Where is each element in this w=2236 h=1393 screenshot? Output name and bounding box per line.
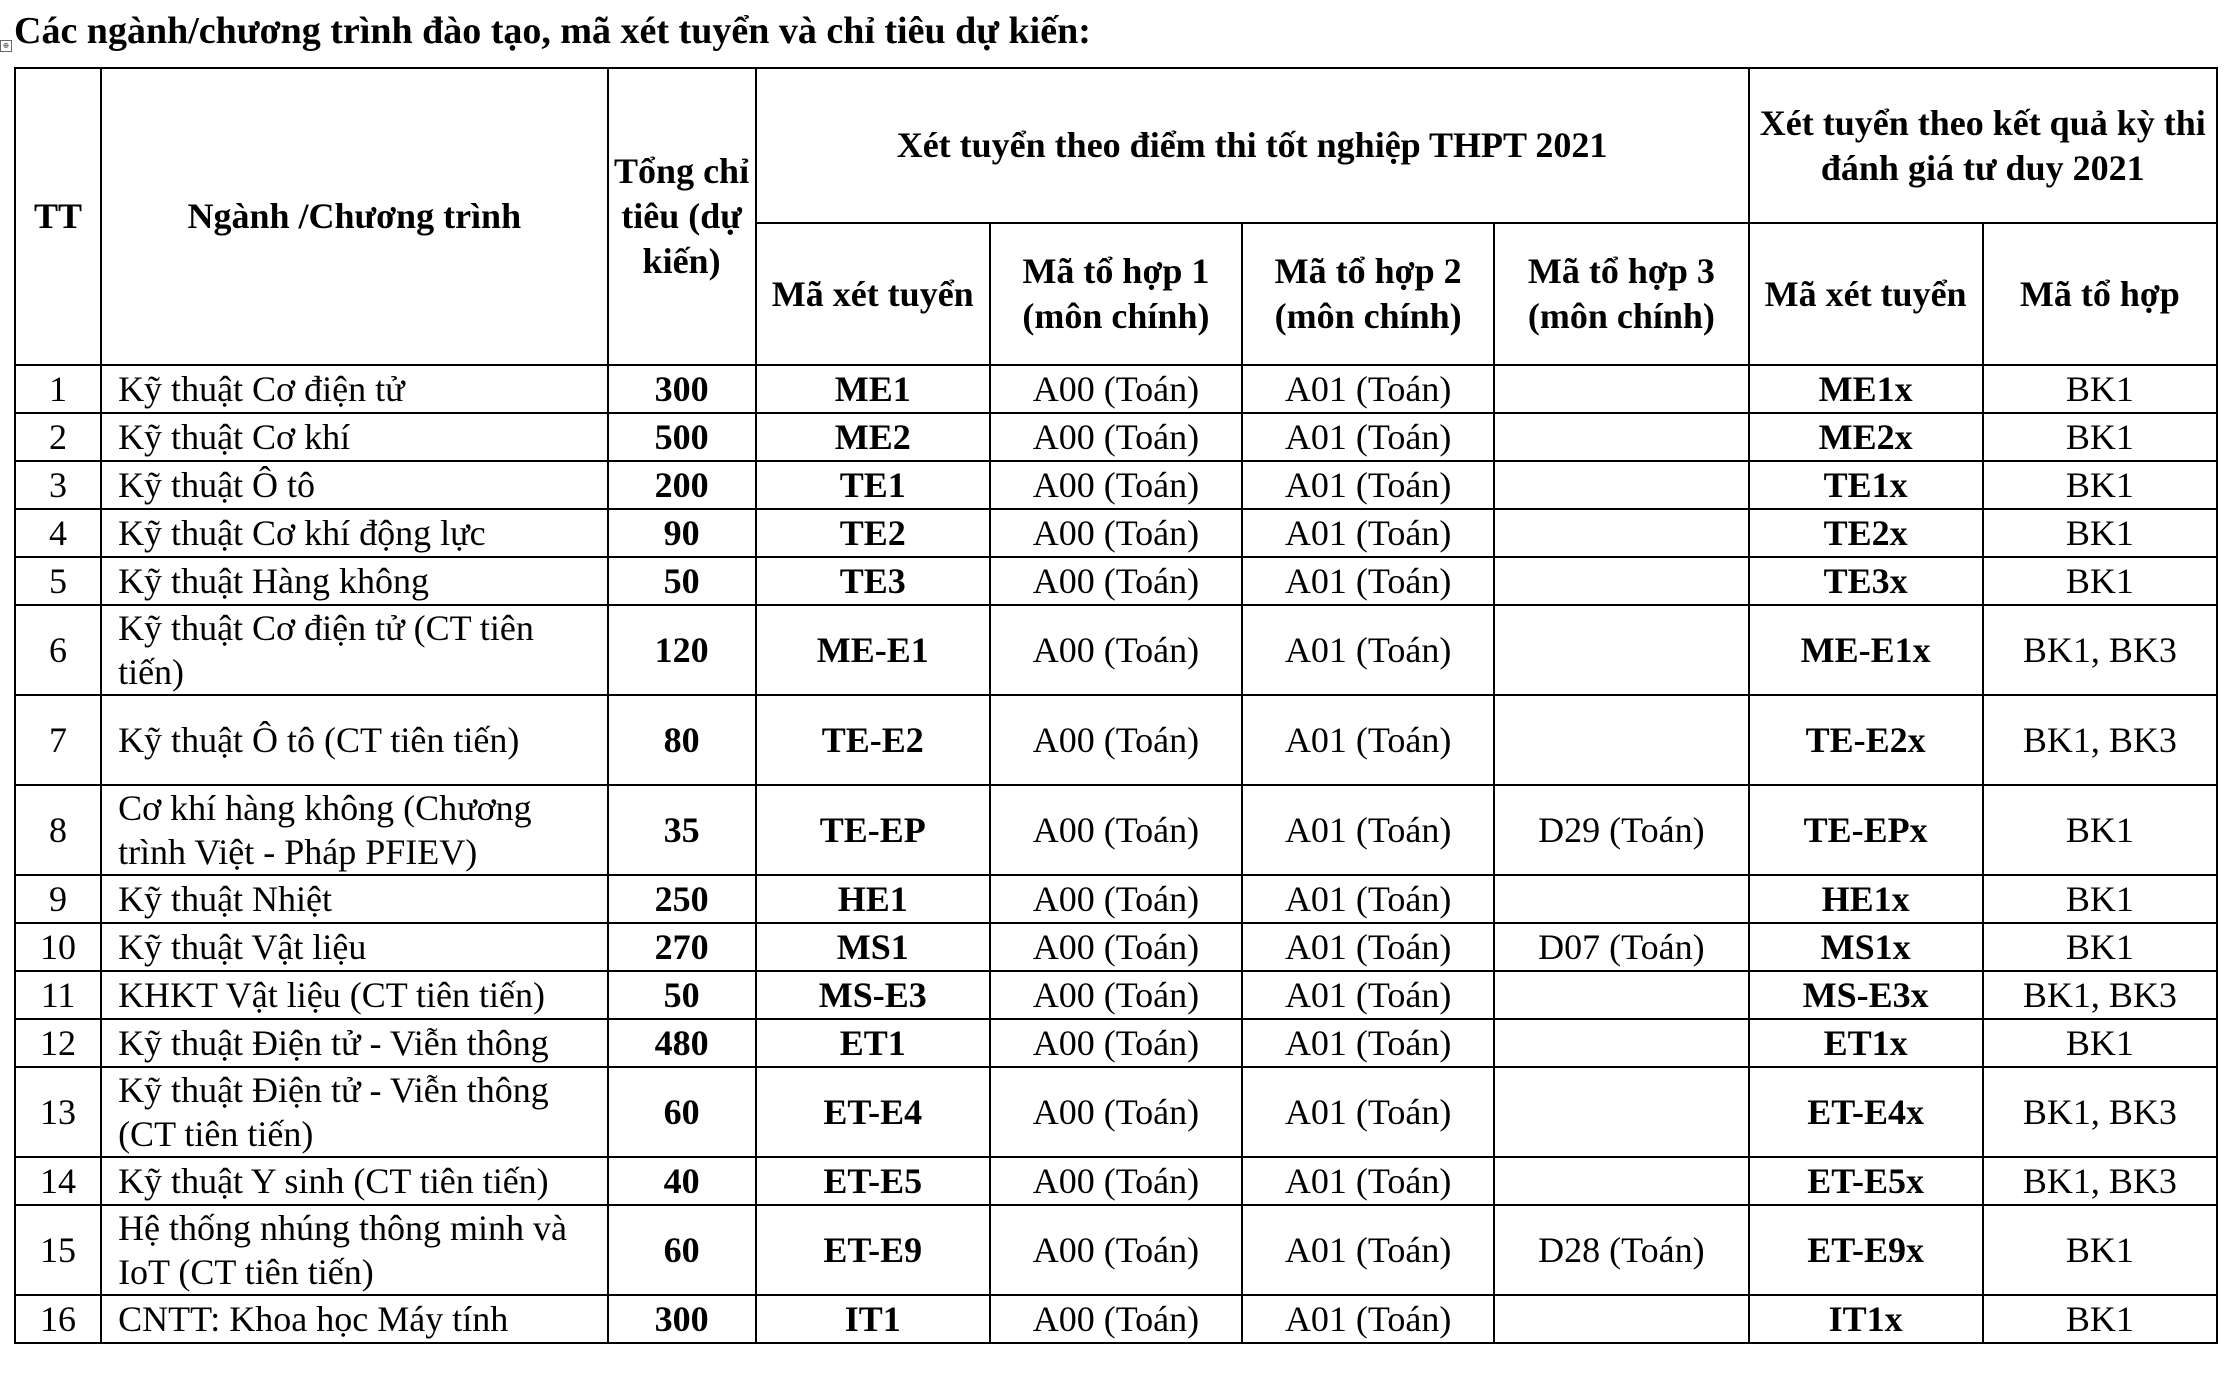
cell-tt: 4 xyxy=(15,509,101,557)
cell-combo-1: A00 (Toán) xyxy=(990,695,1242,785)
cell-combo-2: A01 (Toán) xyxy=(1242,785,1494,875)
cell-program: Kỹ thuật Cơ điện tử (CT tiên tiến) xyxy=(101,605,607,695)
cell-admission-code: ME2 xyxy=(756,413,990,461)
cell-program: Kỹ thuật Điện tử - Viễn thông xyxy=(101,1019,607,1067)
cell-combo-tuduy: BK1, BK3 xyxy=(1983,1157,2217,1205)
table-row xyxy=(15,695,2217,785)
cell-program: Cơ khí hàng không (Chương trình Việt - Pháp PFIEV) xyxy=(101,785,607,875)
cell-combo-3: D07 (Toán) xyxy=(1494,923,1748,971)
header-group-tuduy: Xét tuyển theo kết quả kỳ thi đánh giá tư duy 2021 xyxy=(1749,68,2218,223)
admissions-table xyxy=(14,67,2218,1344)
cell-admission-code: ET-E9 xyxy=(756,1205,990,1295)
cell-tt: 3 xyxy=(15,461,101,509)
cell-combo-3: D29 (Toán) xyxy=(1494,785,1748,875)
cell-total-quota: 250 xyxy=(608,875,756,923)
cell-combo-2: A01 (Toán) xyxy=(1242,509,1494,557)
cell-admission-code: TE-EP xyxy=(756,785,990,875)
header-group-thpt: Xét tuyển theo điểm thi tốt nghiệp THPT 2021 xyxy=(756,68,1749,223)
table-row xyxy=(15,1019,2217,1067)
cell-combo-tuduy: BK1 xyxy=(1983,1205,2217,1295)
cell-combo-1: A00 (Toán) xyxy=(990,461,1242,509)
cell-tt: 6 xyxy=(15,605,101,695)
cell-admission-code: IT1 xyxy=(756,1295,990,1343)
cell-combo-1: A00 (Toán) xyxy=(990,1157,1242,1205)
cell-tt: 10 xyxy=(15,923,101,971)
cell-total-quota: 40 xyxy=(608,1157,756,1205)
cell-total-quota: 50 xyxy=(608,557,756,605)
table-body xyxy=(15,365,2217,1343)
header-combo-1: Mã tổ hợp 1 (môn chính) xyxy=(990,223,1242,365)
cell-combo-1: A00 (Toán) xyxy=(990,1019,1242,1067)
cell-combo-2: A01 (Toán) xyxy=(1242,971,1494,1019)
cell-tt: 13 xyxy=(15,1067,101,1157)
cell-program: Kỹ thuật Vật liệu xyxy=(101,923,607,971)
cell-combo-3 xyxy=(1494,557,1748,605)
table-row xyxy=(15,1067,2217,1157)
header-tt: TT xyxy=(15,68,101,365)
cell-total-quota: 200 xyxy=(608,461,756,509)
cell-tt: 8 xyxy=(15,785,101,875)
cell-total-quota: 35 xyxy=(608,785,756,875)
table-row xyxy=(15,785,2217,875)
cell-tt: 7 xyxy=(15,695,101,785)
cell-admission-code-tuduy: ME1x xyxy=(1749,365,1983,413)
table-row xyxy=(15,509,2217,557)
cell-combo-3 xyxy=(1494,605,1748,695)
cell-tt: 1 xyxy=(15,365,101,413)
cell-admission-code-tuduy: ME2x xyxy=(1749,413,1983,461)
cell-combo-tuduy: BK1, BK3 xyxy=(1983,605,2217,695)
cell-combo-tuduy: BK1, BK3 xyxy=(1983,695,2217,785)
header-admission-code-tuduy: Mã xét tuyển xyxy=(1749,223,1983,365)
cell-program: CNTT: Khoa học Máy tính xyxy=(101,1295,607,1343)
cell-admission-code: ET-E4 xyxy=(756,1067,990,1157)
cell-combo-2: A01 (Toán) xyxy=(1242,413,1494,461)
cell-tt: 9 xyxy=(15,875,101,923)
header-admission-code: Mã xét tuyển xyxy=(756,223,990,365)
cell-admission-code-tuduy: MS-E3x xyxy=(1749,971,1983,1019)
cell-total-quota: 80 xyxy=(608,695,756,785)
table-row xyxy=(15,971,2217,1019)
header-program: Ngành /Chương trình xyxy=(101,68,607,365)
cell-combo-2: A01 (Toán) xyxy=(1242,1295,1494,1343)
table-row xyxy=(15,365,2217,413)
cell-combo-2: A01 (Toán) xyxy=(1242,875,1494,923)
cell-admission-code-tuduy: HE1x xyxy=(1749,875,1983,923)
cell-program: Kỹ thuật Y sinh (CT tiên tiến) xyxy=(101,1157,607,1205)
cell-program: Hệ thống nhúng thông minh và IoT (CT tiên tiến) xyxy=(101,1205,607,1295)
table-row xyxy=(15,923,2217,971)
table-row xyxy=(15,461,2217,509)
cell-combo-1: A00 (Toán) xyxy=(990,557,1242,605)
cell-program: Kỹ thuật Nhiệt xyxy=(101,875,607,923)
cell-admission-code: ET-E5 xyxy=(756,1157,990,1205)
cell-combo-3 xyxy=(1494,1067,1748,1157)
cell-program: KHKT Vật liệu (CT tiên tiến) xyxy=(101,971,607,1019)
anchor-icon: ⊕ xyxy=(0,40,12,52)
header-combo-2: Mã tổ hợp 2 (môn chính) xyxy=(1242,223,1494,365)
cell-combo-3 xyxy=(1494,695,1748,785)
cell-admission-code-tuduy: ET-E5x xyxy=(1749,1157,1983,1205)
cell-admission-code-tuduy: TE-EPx xyxy=(1749,785,1983,875)
cell-combo-1: A00 (Toán) xyxy=(990,875,1242,923)
cell-combo-3 xyxy=(1494,1157,1748,1205)
cell-combo-tuduy: BK1 xyxy=(1983,923,2217,971)
cell-total-quota: 120 xyxy=(608,605,756,695)
cell-total-quota: 60 xyxy=(608,1067,756,1157)
cell-admission-code-tuduy: TE2x xyxy=(1749,509,1983,557)
cell-total-quota: 60 xyxy=(608,1205,756,1295)
cell-combo-tuduy: BK1 xyxy=(1983,365,2217,413)
cell-combo-3: D28 (Toán) xyxy=(1494,1205,1748,1295)
cell-admission-code-tuduy: IT1x xyxy=(1749,1295,1983,1343)
cell-combo-3 xyxy=(1494,971,1748,1019)
cell-tt: 14 xyxy=(15,1157,101,1205)
cell-admission-code-tuduy: MS1x xyxy=(1749,923,1983,971)
cell-program: Kỹ thuật Cơ khí xyxy=(101,413,607,461)
cell-combo-3 xyxy=(1494,509,1748,557)
cell-combo-1: A00 (Toán) xyxy=(990,1205,1242,1295)
cell-combo-2: A01 (Toán) xyxy=(1242,1019,1494,1067)
cell-admission-code: TE-E2 xyxy=(756,695,990,785)
table-row xyxy=(15,413,2217,461)
cell-combo-2: A01 (Toán) xyxy=(1242,1067,1494,1157)
cell-combo-tuduy: BK1 xyxy=(1983,557,2217,605)
cell-combo-1: A00 (Toán) xyxy=(990,413,1242,461)
cell-admission-code-tuduy: ET1x xyxy=(1749,1019,1983,1067)
cell-admission-code-tuduy: ET-E9x xyxy=(1749,1205,1983,1295)
cell-combo-1: A00 (Toán) xyxy=(990,971,1242,1019)
cell-combo-1: A00 (Toán) xyxy=(990,365,1242,413)
cell-program: Kỹ thuật Điện tử - Viễn thông (CT tiên tiến) xyxy=(101,1067,607,1157)
cell-combo-tuduy: BK1 xyxy=(1983,785,2217,875)
table-row xyxy=(15,1205,2217,1295)
cell-combo-1: A00 (Toán) xyxy=(990,605,1242,695)
header-combo-3: Mã tổ hợp 3 (môn chính) xyxy=(1494,223,1748,365)
cell-admission-code: ME1 xyxy=(756,365,990,413)
cell-tt: 5 xyxy=(15,557,101,605)
cell-combo-2: A01 (Toán) xyxy=(1242,1157,1494,1205)
cell-total-quota: 500 xyxy=(608,413,756,461)
cell-combo-tuduy: BK1, BK3 xyxy=(1983,1067,2217,1157)
cell-total-quota: 50 xyxy=(608,971,756,1019)
cell-combo-tuduy: BK1 xyxy=(1983,509,2217,557)
cell-combo-2: A01 (Toán) xyxy=(1242,557,1494,605)
cell-combo-2: A01 (Toán) xyxy=(1242,365,1494,413)
cell-combo-2: A01 (Toán) xyxy=(1242,1205,1494,1295)
cell-combo-2: A01 (Toán) xyxy=(1242,461,1494,509)
cell-combo-tuduy: BK1, BK3 xyxy=(1983,971,2217,1019)
cell-total-quota: 480 xyxy=(608,1019,756,1067)
cell-program: Kỹ thuật Ô tô (CT tiên tiến) xyxy=(101,695,607,785)
cell-admission-code-tuduy: TE-E2x xyxy=(1749,695,1983,785)
cell-tt: 11 xyxy=(15,971,101,1019)
table-row xyxy=(15,605,2217,695)
cell-tt: 16 xyxy=(15,1295,101,1343)
table-row xyxy=(15,1157,2217,1205)
cell-admission-code: HE1 xyxy=(756,875,990,923)
cell-combo-1: A00 (Toán) xyxy=(990,785,1242,875)
cell-tt: 2 xyxy=(15,413,101,461)
cell-admission-code: ME-E1 xyxy=(756,605,990,695)
cell-total-quota: 300 xyxy=(608,365,756,413)
header-total-quota: Tổng chỉ tiêu (dự kiến) xyxy=(608,68,756,365)
cell-combo-3 xyxy=(1494,875,1748,923)
cell-combo-tuduy: BK1 xyxy=(1983,1295,2217,1343)
cell-admission-code: MS-E3 xyxy=(756,971,990,1019)
cell-tt: 12 xyxy=(15,1019,101,1067)
cell-program: Kỹ thuật Cơ khí động lực xyxy=(101,509,607,557)
cell-admission-code: MS1 xyxy=(756,923,990,971)
cell-combo-1: A00 (Toán) xyxy=(990,923,1242,971)
table-row xyxy=(15,1295,2217,1343)
cell-program: Kỹ thuật Hàng không xyxy=(101,557,607,605)
table-row xyxy=(15,875,2217,923)
cell-program: Kỹ thuật Cơ điện tử xyxy=(101,365,607,413)
cell-combo-1: A00 (Toán) xyxy=(990,509,1242,557)
cell-admission-code-tuduy: TE1x xyxy=(1749,461,1983,509)
cell-total-quota: 300 xyxy=(608,1295,756,1343)
page-title: Các ngành/chương trình đào tạo, mã xét tuyển và chỉ tiêu dự kiến: xyxy=(14,10,1091,52)
cell-admission-code: TE3 xyxy=(756,557,990,605)
cell-combo-tuduy: BK1 xyxy=(1983,413,2217,461)
cell-program: Kỹ thuật Ô tô xyxy=(101,461,607,509)
cell-combo-2: A01 (Toán) xyxy=(1242,923,1494,971)
cell-combo-1: A00 (Toán) xyxy=(990,1067,1242,1157)
cell-admission-code-tuduy: ME-E1x xyxy=(1749,605,1983,695)
cell-combo-3 xyxy=(1494,461,1748,509)
cell-combo-2: A01 (Toán) xyxy=(1242,605,1494,695)
cell-tt: 15 xyxy=(15,1205,101,1295)
cell-combo-tuduy: BK1 xyxy=(1983,875,2217,923)
cell-combo-3 xyxy=(1494,413,1748,461)
cell-combo-1: A00 (Toán) xyxy=(990,1295,1242,1343)
cell-combo-3 xyxy=(1494,1019,1748,1067)
header-combo-tuduy: Mã tổ hợp xyxy=(1983,223,2217,365)
cell-combo-3 xyxy=(1494,1295,1748,1343)
cell-admission-code-tuduy: ET-E4x xyxy=(1749,1067,1983,1157)
cell-combo-3 xyxy=(1494,365,1748,413)
cell-combo-2: A01 (Toán) xyxy=(1242,695,1494,785)
cell-admission-code-tuduy: TE3x xyxy=(1749,557,1983,605)
table-row xyxy=(15,557,2217,605)
cell-combo-tuduy: BK1 xyxy=(1983,461,2217,509)
cell-total-quota: 90 xyxy=(608,509,756,557)
cell-admission-code: ET1 xyxy=(756,1019,990,1067)
cell-combo-tuduy: BK1 xyxy=(1983,1019,2217,1067)
cell-admission-code: TE1 xyxy=(756,461,990,509)
cell-total-quota: 270 xyxy=(608,923,756,971)
cell-admission-code: TE2 xyxy=(756,509,990,557)
